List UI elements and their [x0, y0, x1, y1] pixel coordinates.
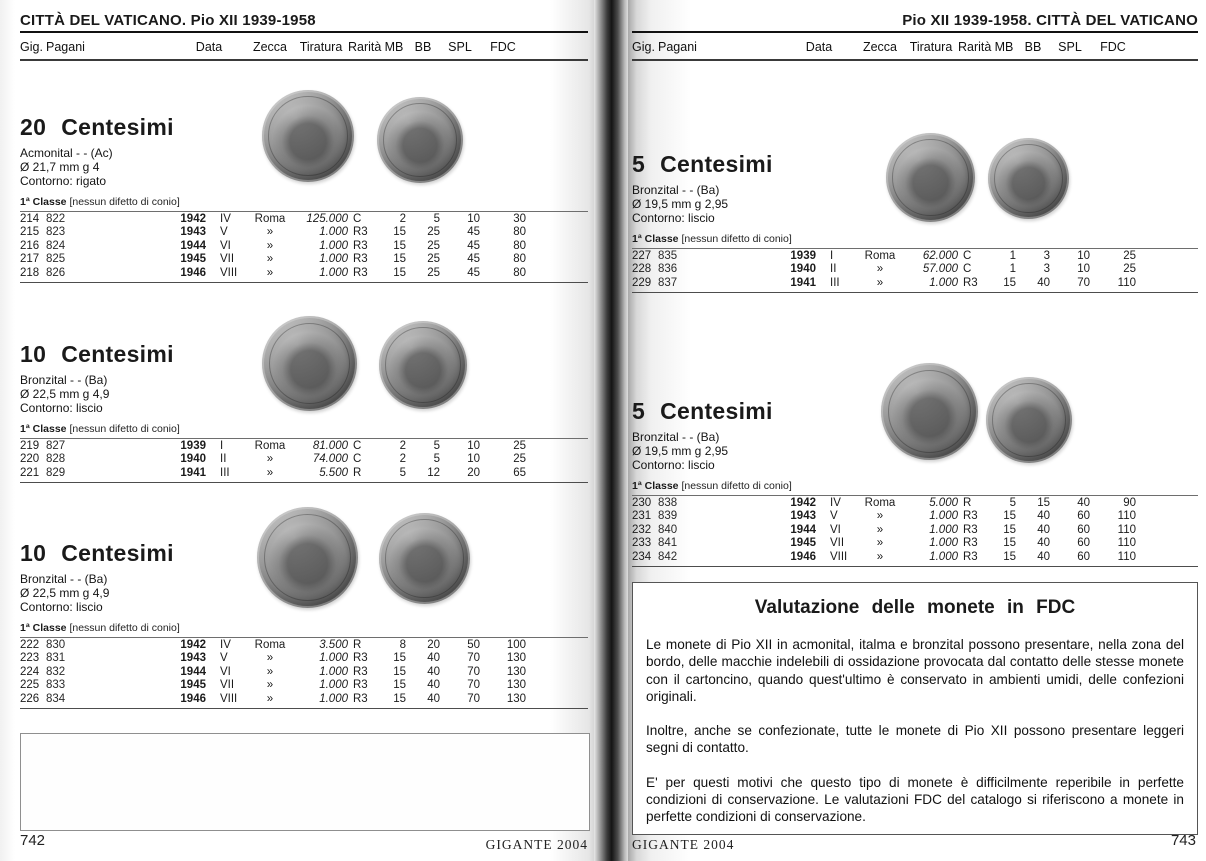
section-specs	[20, 572, 588, 614]
page-title: CITTÀ DEL VATICANO. Pio XII 1939-1958	[20, 12, 316, 29]
edge-line: Contorno: liscio	[20, 401, 103, 415]
section-title: 10 Centesimi	[20, 540, 174, 566]
col-data: Data	[195, 40, 223, 54]
col-mb: MB	[994, 40, 1014, 54]
col-zecca: Zecca	[252, 40, 288, 54]
column-header-rule	[20, 59, 588, 61]
col-pagani: Pagani	[46, 40, 85, 54]
edge-line: Contorno: liscio	[20, 600, 103, 614]
coin-section-10-centesimi-a	[20, 341, 588, 483]
classe-line: 1ª Classe [nessun difetto di conio]	[632, 233, 792, 245]
classe-line: 1ª Classe [nessun difetto di conio]	[20, 196, 180, 208]
section-specs	[20, 373, 588, 415]
book-spine-gutter	[594, 0, 628, 861]
fdc-box-title: Valutazione delle monete in FDC	[754, 597, 1076, 618]
table-row: 231 839 1943 V » 1.000 R3 15 40 60 110	[632, 510, 1136, 523]
size-line: Ø 19,5 mm g 2,95	[632, 444, 729, 458]
size-line: Ø 22,5 mm g 4,9	[20, 387, 110, 401]
metal-line: Bronzital - - (Ba)	[632, 430, 720, 444]
title-rule	[20, 31, 588, 33]
table-row: 214 822 1942 IV Roma 125.000 C 2 5 10 30	[20, 212, 526, 225]
col-fdc: FDC	[1100, 40, 1126, 54]
coin-table	[632, 496, 1198, 564]
col-mb: MB	[384, 40, 404, 54]
metal-line: Bronzital - - (Ba)	[20, 572, 108, 586]
table-row: 217 825 1945 VII » 1.000 R3 15 25 45 80	[20, 253, 526, 266]
column-header	[20, 39, 588, 55]
size-line: Ø 21,7 mm g 4	[20, 160, 100, 174]
column-header-rule	[632, 59, 1198, 61]
col-gig: Gig.	[20, 40, 43, 54]
section-specs	[20, 146, 588, 188]
table-row: 222 830 1942 IV Roma 3.500 R 8 20 50 100	[20, 638, 526, 651]
col-fdc: FDC	[490, 40, 516, 54]
table-row: 227 835 1939 I Roma 62.000 C 1 3 10 25	[632, 249, 1136, 262]
table-row: 224 832 1944 VI » 1.000 R3 15 40 70 130	[20, 665, 526, 678]
classe-line: 1ª Classe [nessun difetto di conio]	[632, 480, 792, 492]
fdc-paragraph: Le monete di Pio XII in acmonital, italma e bronzital possono presentare, nella zona del bordo, delle macchie indelebili di ossidazione provocata dal contatto delle stesse monete con il cartoncino, quando quest'ultimo è conservato in ambienti umidi, delle confezioni originali.	[646, 637, 1184, 704]
col-spl: SPL	[1058, 40, 1082, 54]
col-bb: BB	[414, 40, 432, 54]
classe-line: 1ª Classe [nessun difetto di conio]	[20, 622, 180, 634]
coin-section-20-centesimi	[20, 114, 588, 283]
table-row: 223 831 1943 V » 1.000 R3 15 40 70 130	[20, 652, 526, 665]
metal-line: Acmonital - - (Ac)	[20, 146, 113, 160]
page-number: 742	[20, 832, 46, 849]
coin-section-10-centesimi-b	[20, 540, 588, 709]
table-row: 234 842 1946 VIII » 1.000 R3 15 40 60 110	[632, 550, 1136, 563]
col-tiratura: Tiratura	[909, 40, 953, 54]
table-row: 232 840 1944 VI » 1.000 R3 15 40 60 110	[632, 523, 1136, 536]
brand-footer: GIGANTE 2004	[632, 837, 735, 852]
coin-table	[20, 439, 588, 480]
table-bottom-rule	[632, 566, 1198, 568]
col-data: Data	[805, 40, 833, 54]
table-row: 219 827 1939 I Roma 81.000 C 2 5 10 25	[20, 439, 526, 452]
col-tiratura: Tiratura	[299, 40, 343, 54]
table-row: 233 841 1945 VII » 1.000 R3 15 40 60 110	[632, 537, 1136, 550]
fdc-paragraph: Inoltre, anche se confezionate, tutte le monete di Pio XII possono presentare leggeri segni di contatto.	[646, 723, 1184, 756]
edge-line: Contorno: rigato	[20, 174, 107, 188]
size-line: Ø 22,5 mm g 4,9	[20, 586, 110, 600]
section-title: 10 Centesimi	[20, 341, 174, 367]
left-page	[0, 0, 598, 861]
table-row: 221 829 1941 III » 5.500 R 5 12 20 65	[20, 466, 526, 479]
table-row: 229 837 1941 III » 1.000 R3 15 40 70 110	[632, 276, 1136, 289]
notes-box	[20, 733, 590, 831]
brand-footer: GIGANTE 2004	[485, 837, 588, 852]
table-row: 230 838 1942 IV Roma 5.000 R 5 15 40 90	[632, 496, 1136, 509]
col-spl: SPL	[448, 40, 472, 54]
title-rule	[632, 31, 1198, 33]
size-line: Ø 19,5 mm g 2,95	[632, 197, 729, 211]
column-header	[632, 39, 1198, 55]
section-specs	[632, 430, 1198, 472]
coin-section-5-centesimi-a	[632, 151, 1198, 293]
coin-section-5-centesimi-b	[632, 398, 1198, 567]
table-bottom-rule	[20, 282, 588, 284]
col-rarita: Rarità	[958, 40, 992, 54]
fdc-paragraph: E' per questi motivi che questo tipo di monete è difficilmente reperibile in perfette condizioni di conservazione. Le valutazioni FDC del catalogo si riferiscono a monete in perfette condizioni di conservazione.	[646, 774, 1184, 825]
coin-table	[20, 638, 588, 706]
col-bb: BB	[1024, 40, 1042, 54]
section-specs	[632, 183, 1198, 225]
col-gig: Gig.	[632, 40, 655, 54]
table-bottom-rule	[632, 292, 1198, 294]
col-rarita: Rarità	[348, 40, 382, 54]
right-page	[628, 0, 1206, 861]
section-title: 5 Centesimi	[632, 398, 773, 424]
table-row: 218 826 1946 VIII » 1.000 R3 15 25 45 80	[20, 266, 526, 279]
table-row: 228 836 1940 II » 57.000 C 1 3 10 25	[632, 263, 1136, 276]
table-row: 216 824 1944 VI » 1.000 R3 15 25 45 80	[20, 239, 526, 252]
metal-line: Bronzital - - (Ba)	[20, 373, 108, 387]
col-pagani: Pagani	[658, 40, 697, 54]
page-title: Pio XII 1939-1958. CITTÀ DEL VATICANO	[902, 12, 1198, 29]
section-title: 5 Centesimi	[632, 151, 773, 177]
coin-table	[632, 249, 1198, 290]
metal-line: Bronzital - - (Ba)	[632, 183, 720, 197]
table-bottom-rule	[20, 482, 588, 484]
table-row: 225 833 1945 VII » 1.000 R3 15 40 70 130	[20, 679, 526, 692]
table-row: 215 823 1943 V » 1.000 R3 15 25 45 80	[20, 226, 526, 239]
edge-line: Contorno: liscio	[632, 211, 715, 225]
table-bottom-rule	[20, 708, 588, 710]
classe-line: 1ª Classe [nessun difetto di conio]	[20, 423, 180, 435]
page-number: 743	[1170, 832, 1196, 849]
table-row: 220 828 1940 II » 74.000 C 2 5 10 25	[20, 453, 526, 466]
coin-table	[20, 212, 588, 280]
col-zecca: Zecca	[862, 40, 898, 54]
edge-line: Contorno: liscio	[632, 458, 715, 472]
fdc-valuation-box	[632, 582, 1198, 835]
section-title: 20 Centesimi	[20, 114, 174, 140]
table-row: 226 834 1946 VIII » 1.000 R3 15 40 70 130	[20, 692, 526, 705]
